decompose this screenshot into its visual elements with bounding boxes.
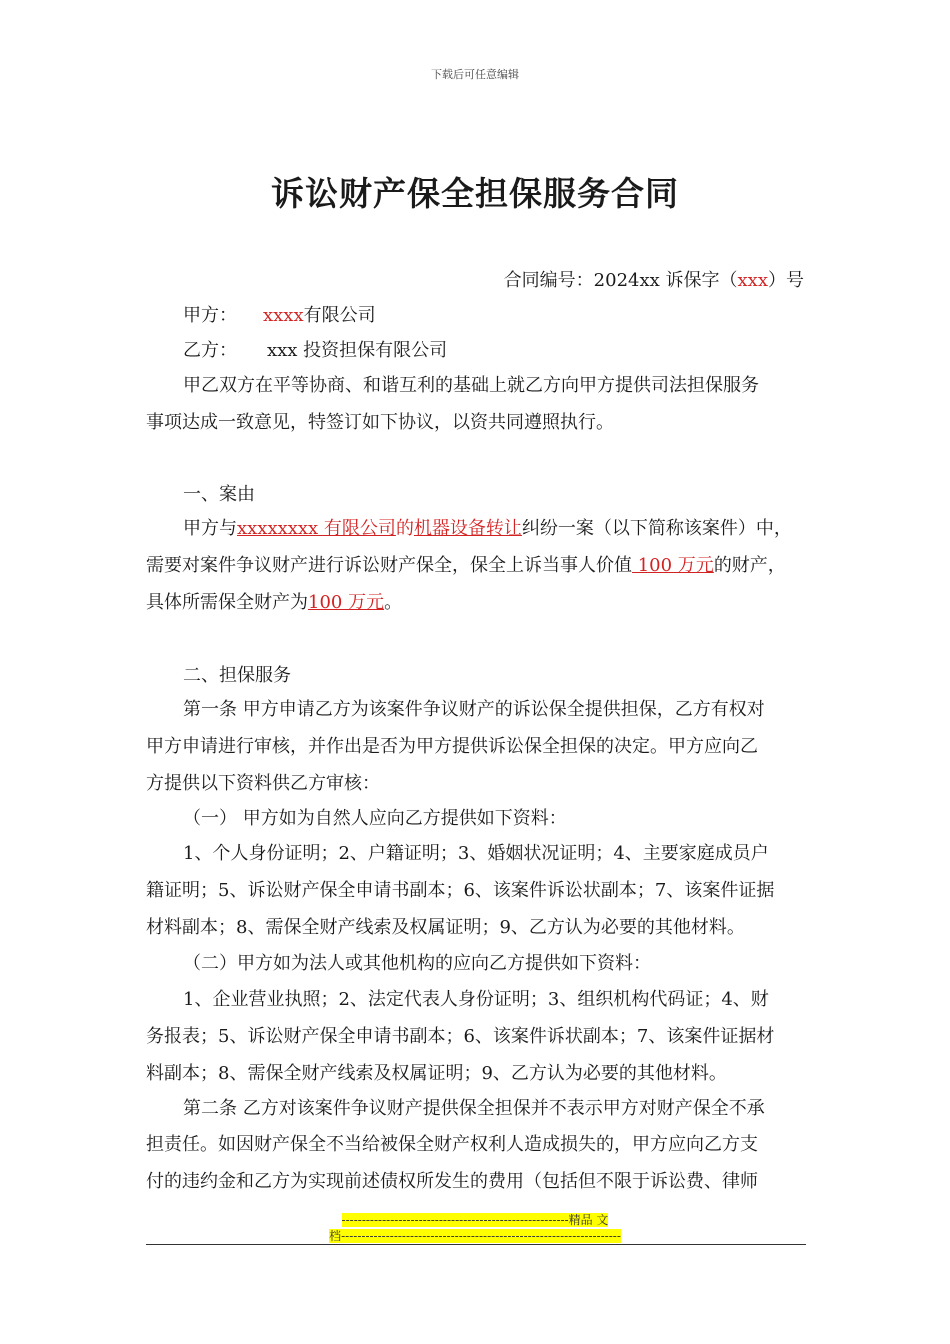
- header-note: 下载后可任意编辑: [431, 68, 519, 81]
- section2-line: 第一条 甲方申请乙方为该案件争议财产的诉讼保全提供担保，乙方有权对: [183, 699, 765, 720]
- intro-line-2: 事项达成一致意见，特签订如下协议，以资共同遵照执行。: [146, 412, 614, 433]
- party-b: [183, 336, 447, 366]
- section1-line-1-text-a: 甲方与: [183, 518, 237, 539]
- section2-line: 付的违约金和乙方为实现前述债权所发生的费用（包括但不限于诉讼费、律师: [146, 1171, 758, 1192]
- party-a-label: 甲方：: [183, 305, 237, 326]
- section2-line: （一） 甲方如为自然人应向乙方提供如下资料：: [183, 808, 567, 829]
- party-a: [183, 301, 376, 331]
- contract-number: [504, 266, 804, 296]
- section1-line-2: [146, 551, 786, 581]
- section1-line-3-text-b: 。: [384, 592, 403, 613]
- section2-line: 方提供以下资料供乙方审核：: [146, 773, 380, 794]
- section2-line: 担责任。如因财产保全不当给被保全财产权利人造成损失的，甲方应向乙方支: [146, 1134, 758, 1155]
- contract-number-prefix: 合同编号：2024xx 诉保字（: [503, 270, 738, 291]
- section1-line-1-text-b: 纠纷一案（以下简称该案件）中，: [521, 518, 792, 539]
- section2-line: 甲方申请进行审核，并作出是否为甲方提供诉讼保全担保的决定。甲方应向乙: [146, 736, 758, 757]
- opposing-company: xxxxxxxx 有限公司: [237, 518, 396, 539]
- section1-line-1-connector: 的: [395, 518, 414, 539]
- party-b-name: xxx 投资担保有限公司: [267, 340, 448, 361]
- contract-number-suffix: ）号: [768, 270, 804, 291]
- footer-banner-line-2: [0, 1228, 950, 1244]
- section1-line-3-text-a: 具体所需保全财产为: [146, 592, 308, 613]
- footer-rule: [146, 1244, 806, 1245]
- section1-line-2-text-b: 的财产，: [713, 555, 786, 576]
- party-a-name-rest: 有限公司: [303, 305, 376, 326]
- section2-line: 第二条 乙方对该案件争议财产提供保全担保并不表示甲方对财产保全不承: [183, 1098, 765, 1119]
- dispute-matter: 机器设备转让: [413, 518, 522, 539]
- footer-banner-text-2: 档---------------------------------------------------------------------: [329, 1229, 621, 1243]
- footer-banner-line-1: [0, 1212, 950, 1228]
- dispute-value-amount: 100 万元: [632, 555, 714, 576]
- party-b-label: 乙方：: [183, 340, 237, 361]
- section2-heading: 二、担保服务: [183, 665, 291, 686]
- section2-line: 1、个人身份证明；2、户籍证明；3、婚姻状况证明；4、主要家庭成员户: [183, 843, 769, 864]
- section1-line-3: [146, 588, 402, 618]
- section2-line: （二）甲方如为法人或其他机构的应向乙方提供如下资料：: [183, 953, 651, 974]
- section2-line: 1、企业营业执照；2、法定代表人身份证明；3、组织机构代码证；4、财: [183, 989, 769, 1010]
- contract-number-code: xxx: [737, 270, 768, 291]
- section2-line: 料副本；8、需保全财产线索及权属证明；9、乙方认为必要的其他材料。: [146, 1063, 727, 1084]
- party-a-name-placeholder: xxxx: [263, 305, 304, 326]
- section1-heading: 一、案由: [183, 484, 255, 505]
- section2-line: 务报表；5、诉讼财产保全申请书副本；6、该案件诉状副本；7、该案件证据材: [146, 1026, 775, 1047]
- section2-line: 材料副本；8、需保全财产线索及权属证明；9、乙方认为必要的其他材料。: [146, 917, 745, 938]
- intro-line-1: 甲乙双方在平等协商、和谐互利的基础上就乙方向甲方提供司法担保服务: [183, 375, 759, 396]
- section1-line-1: [183, 514, 792, 544]
- document-title: 诉讼财产保全担保服务合同: [271, 174, 679, 213]
- section1-line-2-text-a: 需要对案件争议财产进行诉讼财产保全，保全上诉当事人价值: [146, 555, 632, 576]
- preservation-amount: 100 万元: [308, 592, 385, 613]
- section2-line: 籍证明；5、诉讼财产保全申请书副本；6、该案件诉讼状副本；7、该案件证据: [146, 880, 775, 901]
- footer-banner-text-1: --------------------------------------------------------精品 文: [341, 1213, 609, 1227]
